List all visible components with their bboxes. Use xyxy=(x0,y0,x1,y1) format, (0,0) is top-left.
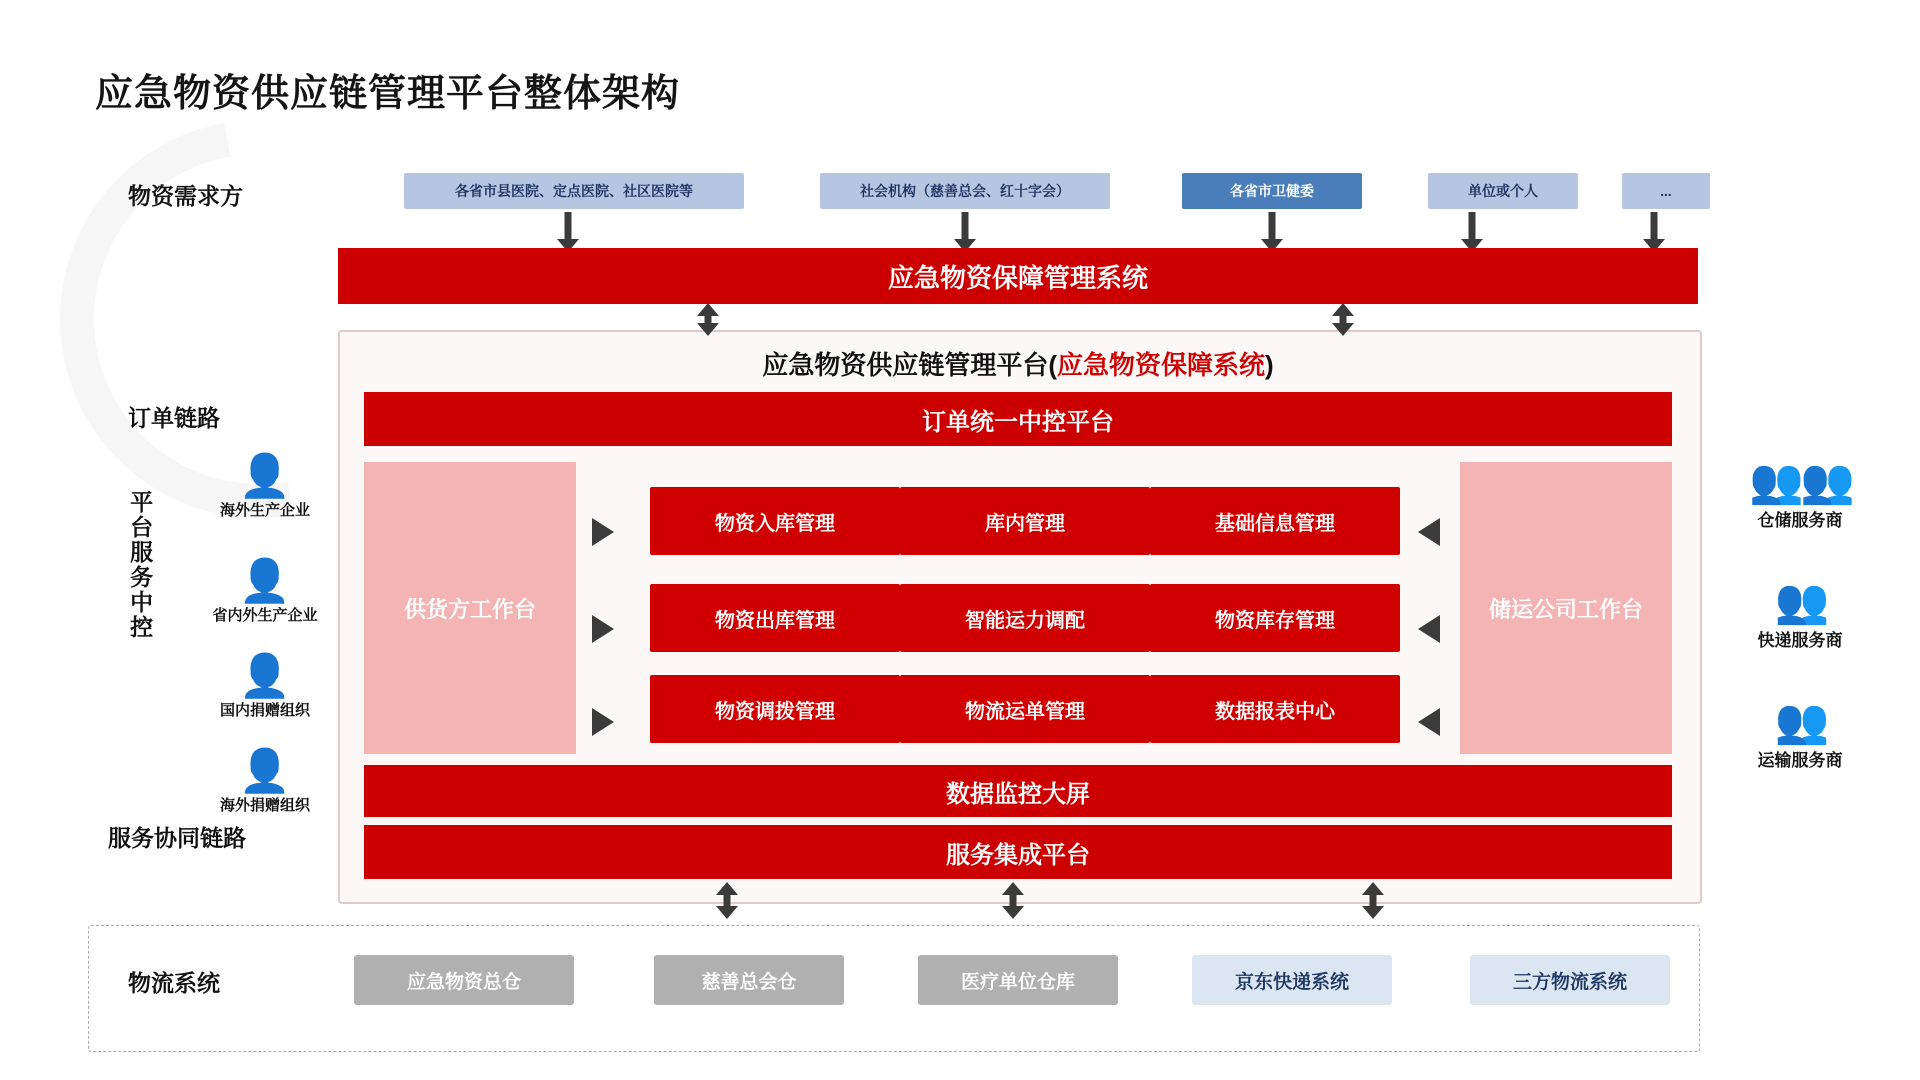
module-transfer-management[interactable]: 物资调拨管理 xyxy=(650,675,900,743)
actor-label: 省内外生产企业 xyxy=(212,607,318,624)
platform-title-accent: 应急物资保障系统 xyxy=(1056,350,1265,380)
logistics-box-medical-warehouse[interactable]: 医疗单位仓库 xyxy=(918,955,1118,1005)
actor-warehouse-provider xyxy=(1715,457,1885,531)
arrow-storage-row-3 xyxy=(1418,708,1440,736)
logistics-container xyxy=(88,925,1700,1052)
actor-overseas-manufacturer xyxy=(190,452,340,520)
storage-workbench[interactable]: 储运公司工作台 xyxy=(1460,462,1672,754)
order-control-bar[interactable]: 订单统一中控平台 xyxy=(364,392,1672,446)
side-label-order-chain: 订单链路 xyxy=(128,405,220,431)
data-monitor-bar[interactable]: 数据监控大屏 xyxy=(364,765,1672,817)
person-icon: 👤 xyxy=(238,747,292,794)
people-group-icon: 👥👥 xyxy=(1749,457,1851,506)
person-icon: 👤 xyxy=(238,557,292,604)
platform-title xyxy=(338,345,1698,382)
arrow-storage-row-1 xyxy=(1418,518,1440,546)
arrow-logistics-left xyxy=(714,882,740,922)
arrow-supplier-row-3 xyxy=(592,708,614,736)
actor-transport-provider xyxy=(1715,697,1885,771)
arrow-demand-social-orgs xyxy=(953,212,977,252)
people-group-icon: 👥 xyxy=(1774,697,1826,746)
arrow-supplier-row-1 xyxy=(592,518,614,546)
demand-box-more[interactable]: ... xyxy=(1622,173,1710,209)
module-inbound-management[interactable]: 物资入库管理 xyxy=(650,487,900,555)
side-label-platform-service-control: 平台服务中控 xyxy=(127,490,154,640)
logistics-box-emergency-warehouse[interactable]: 应急物资总仓 xyxy=(354,955,574,1005)
actor-domestic-donation-org xyxy=(190,652,340,720)
actor-label: 快递服务商 xyxy=(1757,631,1843,650)
arrow-logistics-center xyxy=(1000,882,1026,922)
actor-label: 仓储服务商 xyxy=(1757,511,1843,530)
people-group-icon: 👥 xyxy=(1774,577,1826,626)
side-label-demand: 物资需求方 xyxy=(128,183,243,209)
logistics-box-jd-express-system[interactable]: 京东快递系统 xyxy=(1192,955,1392,1005)
actor-label: 运输服务商 xyxy=(1757,751,1843,770)
arrow-bidirectional-right xyxy=(1330,304,1356,336)
side-label-logistics-system: 物流系统 xyxy=(128,970,220,996)
arrow-storage-row-2 xyxy=(1418,615,1440,643)
platform-title-main: 应急物资供应链管理平台( xyxy=(762,350,1057,380)
demand-box-social-orgs[interactable]: 社会机构（慈善总会、红十字会） xyxy=(820,173,1110,209)
actor-label: 国内捐赠组织 xyxy=(219,702,310,719)
arrow-supplier-row-2 xyxy=(592,615,614,643)
module-outbound-management[interactable]: 物资出库管理 xyxy=(650,584,900,652)
module-waybill-management[interactable]: 物流运单管理 xyxy=(900,675,1150,743)
supplier-workbench[interactable]: 供货方工作台 xyxy=(364,462,576,754)
actor-overseas-donation-org xyxy=(190,747,340,815)
actor-domestic-manufacturer xyxy=(190,557,340,625)
module-warehouse-management[interactable]: 库内管理 xyxy=(900,487,1150,555)
module-data-report-center[interactable]: 数据报表中心 xyxy=(1150,675,1400,743)
arrow-demand-health-commission xyxy=(1260,212,1284,252)
arrow-demand-hospitals xyxy=(556,212,580,252)
logistics-box-charity-warehouse[interactable]: 慈善总会仓 xyxy=(654,955,844,1005)
arrow-logistics-right xyxy=(1360,882,1386,922)
service-integration-bar[interactable]: 服务集成平台 xyxy=(364,825,1672,879)
platform-title-tail: ) xyxy=(1265,350,1274,380)
arrow-bidirectional-left xyxy=(695,304,721,336)
person-icon: 👤 xyxy=(238,652,292,699)
guarantee-system-bar[interactable]: 应急物资保障管理系统 xyxy=(338,248,1698,304)
demand-box-health-commission[interactable]: 各省市卫健委 xyxy=(1182,173,1362,209)
module-basic-info-management[interactable]: 基础信息管理 xyxy=(1150,487,1400,555)
arrow-demand-unit-or-individual xyxy=(1460,212,1484,252)
actor-label: 海外捐赠组织 xyxy=(219,797,310,814)
page-title: 应急物资供应链管理平台整体架构 xyxy=(95,73,681,115)
arrow-demand-more xyxy=(1642,212,1666,252)
module-smart-capacity-allocation[interactable]: 智能运力调配 xyxy=(900,584,1150,652)
actor-express-provider xyxy=(1715,577,1885,651)
demand-box-unit-or-individual[interactable]: 单位或个人 xyxy=(1428,173,1578,209)
demand-box-hospitals[interactable]: 各省市县医院、定点医院、社区医院等 xyxy=(404,173,744,209)
logistics-box-third-party-logistics[interactable]: 三方物流系统 xyxy=(1470,955,1670,1005)
person-icon: 👤 xyxy=(238,452,292,499)
actor-label: 海外生产企业 xyxy=(219,502,310,519)
module-inventory-management[interactable]: 物资库存管理 xyxy=(1150,584,1400,652)
side-label-service-collab-chain: 服务协同链路 xyxy=(108,825,246,851)
